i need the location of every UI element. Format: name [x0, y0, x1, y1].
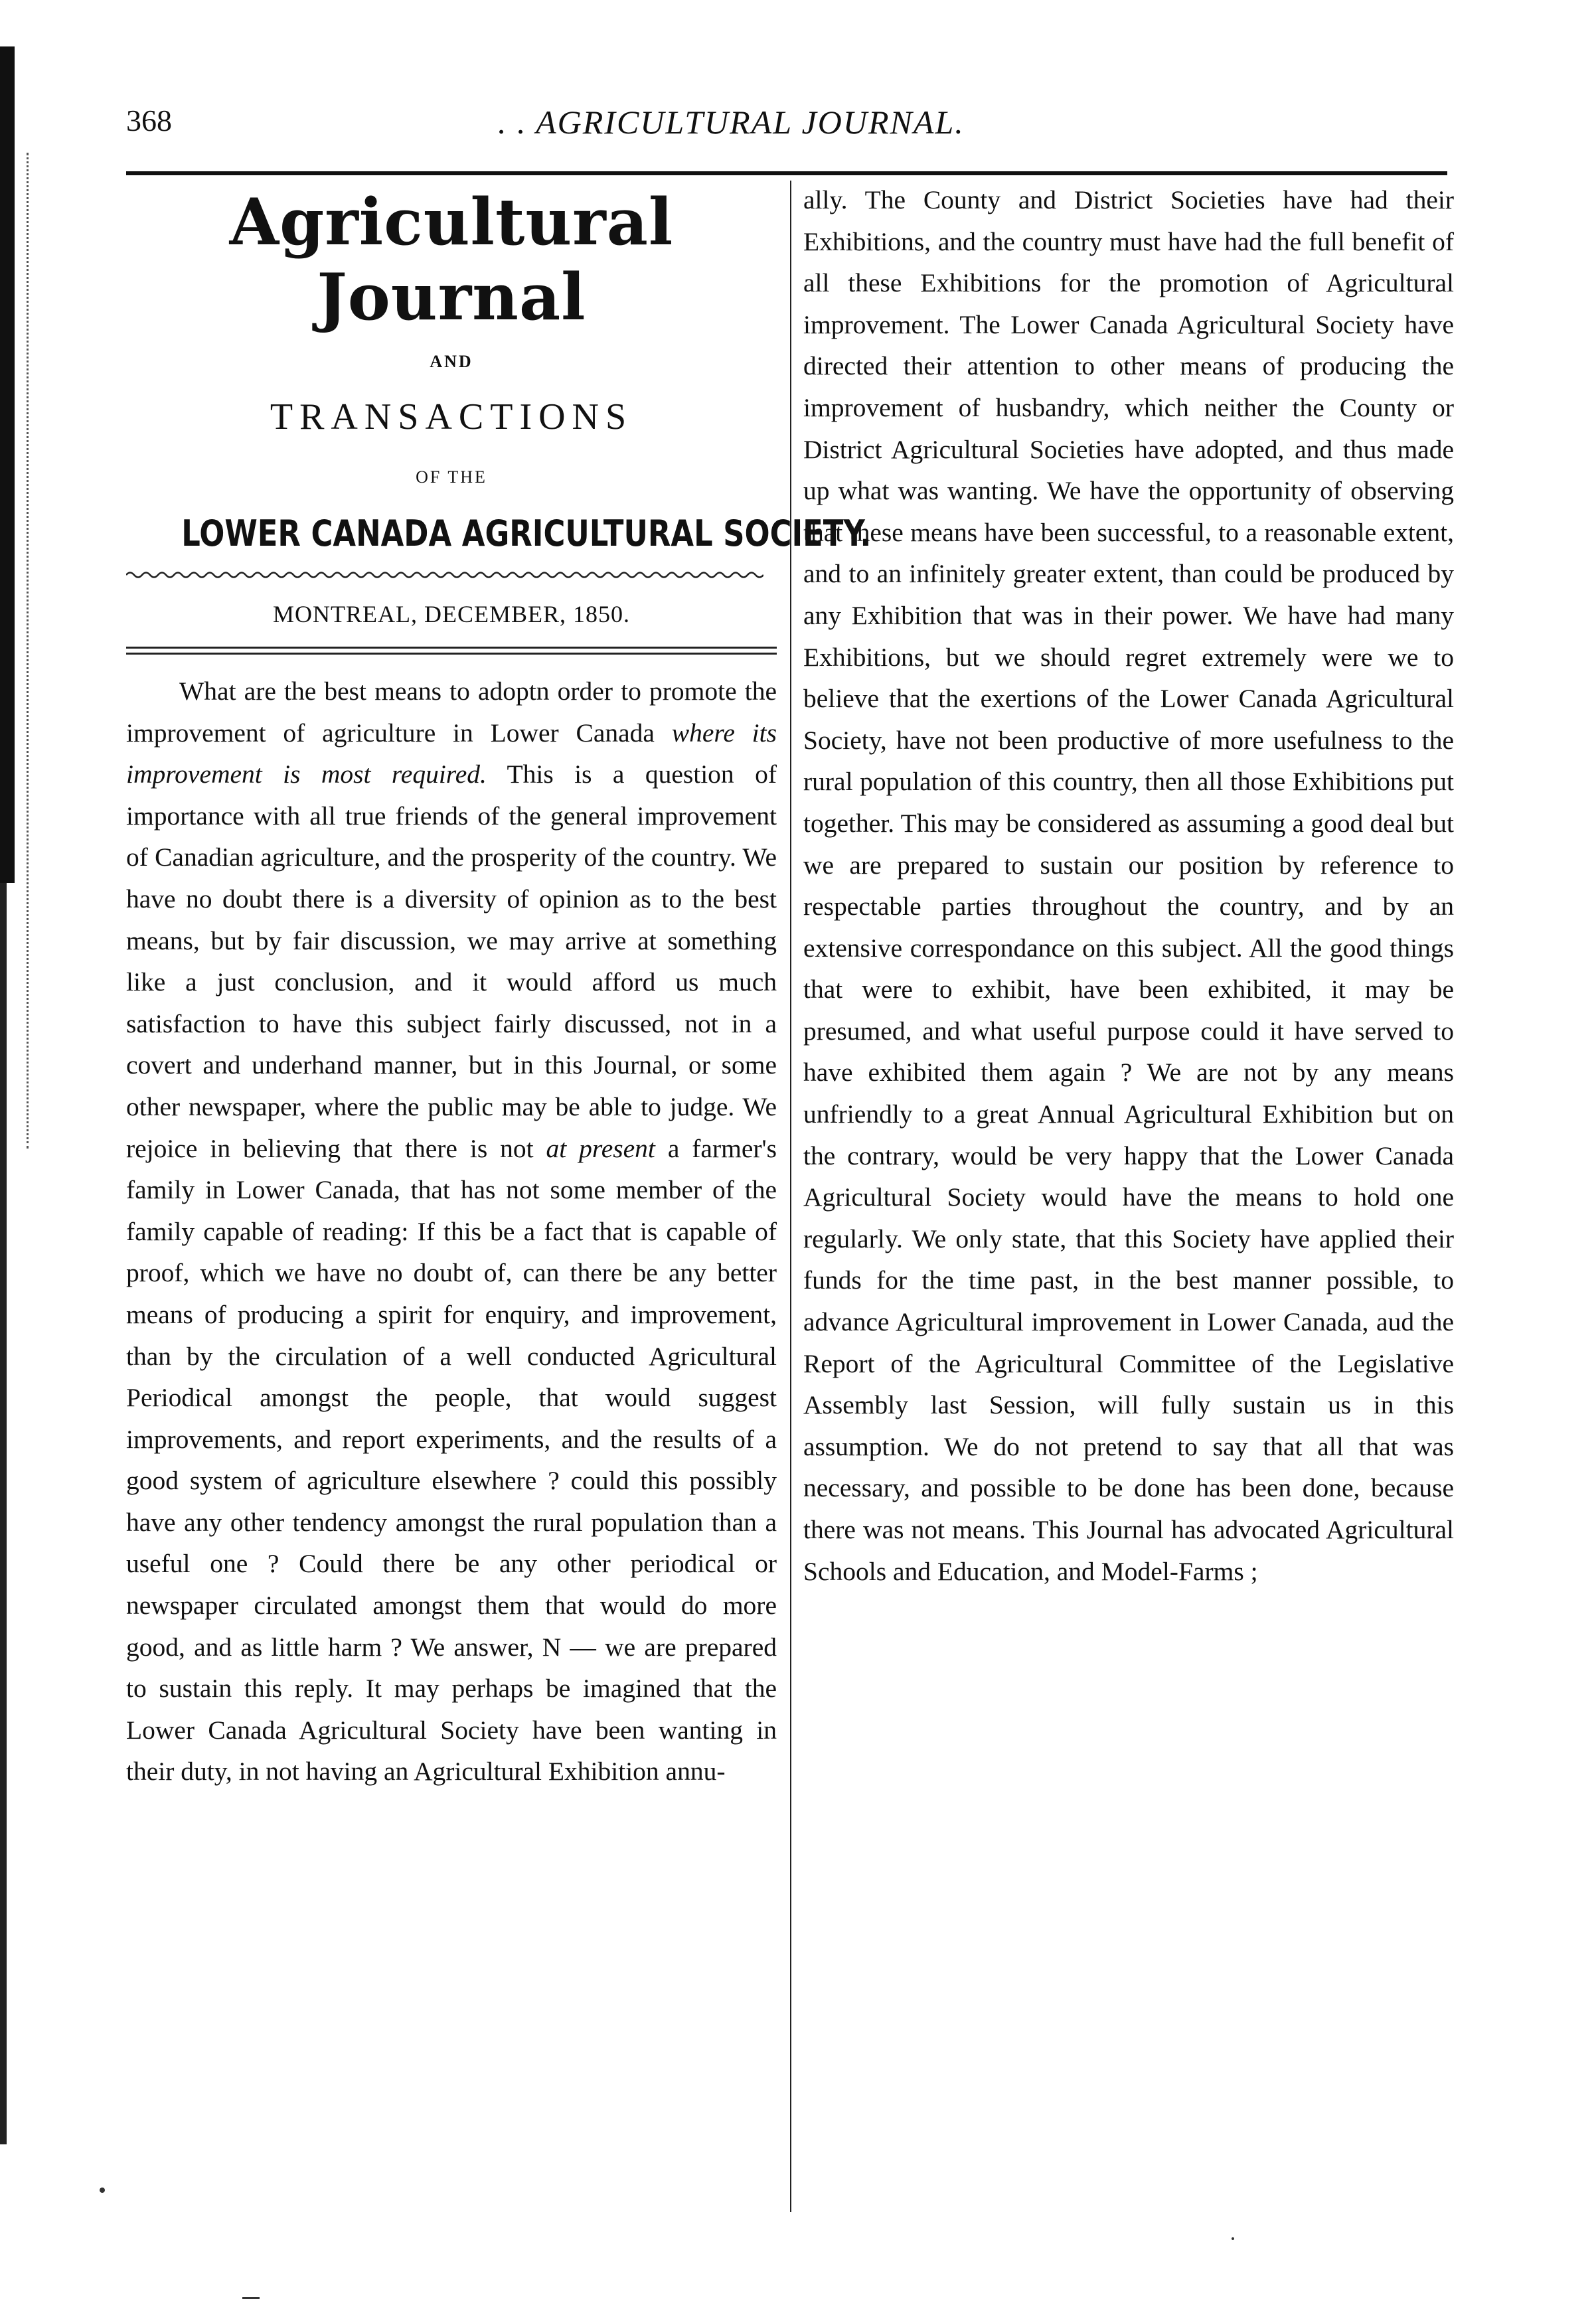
header-rule	[126, 171, 1447, 175]
masthead-society: LOWER CANADA AGRICULTURAL SOCIETY.	[181, 513, 872, 554]
page-header	[126, 103, 1447, 149]
text-run: What are the best means to adoptn order to promote the improvement of agriculture in Lower Canada	[126, 677, 777, 748]
wavy-rule	[126, 570, 763, 580]
article-paragraph-right: ally. The County and District Societies have had their Exhibitions, and the country must have had the full benefit of all these Exhibitions for the promotion of Agricultural improvement. The Lower Canada Agricultural Society have directed their attention to other means of producing the improvement of husbandry, which neither the County or District Agricultural Societies have adopted, and thus made up what was wanting. We have the opportunity of observing that these means have been successful, to a reasonable extent, and to an infinitely greater extent, than could be produced by any Exhibition that was in their power. We have had many Exhibitions, but we should regret extremely were we to believe that the exertions of the Lower Canada Agricultural Society, have not been productive of more usefulness to the rural population of this country, then all those Exhibitions put together. This may be considered as assuming a good deal but we are prepared to sustain our position by reference to respectable parties throughout the country, and by an extensive correspondance on this subject. All the good things that were to exhibit, have been exhibited, it may be presumed, and what useful purpose could it have served to have exhibited them again ? We are not by any means unfriendly to a great Annual Agricultural Exhibition but on the contrary, would be very happy that the Lower Canada Agricultural Society would have the means to hold one regularly. We only state, that this Society have applied their funds for the time past, in the best manner possible, to advance Agricultural improvement in Lower Canada, aud the Report of the Agricultural Committee of the Legislative Assembly last Session, will fully sustain us in this assumption. We do not pretend to say that all that was necessary, and possible to be done has been done, because there was not means. This Journal has advocated Agricultural Schools and Education, and Model-Farms ;	[803, 185, 1454, 1586]
column-divider	[790, 181, 791, 2212]
scan-speck	[242, 2297, 260, 2299]
double-rule	[126, 647, 777, 655]
masthead-and: AND	[430, 352, 473, 371]
scan-speck	[100, 2188, 105, 2193]
scan-edge-shadow	[0, 46, 15, 883]
emphasis-text: where its improvement is most required.	[126, 718, 777, 789]
text-run: a farmer's family in Lower Canada, that has not some member of the family capable of reading: If this be a fact that is capable of proof, which we have no doubt of, can there be any better means of producing a spirit for enquiry, and improvement, than by the circulation of a well conducted Agricultural Periodical amongst the people, that would suggest improvements, and report experiments, and the results of a good system of agriculture elsewhere ? could this possibly have any other tendency amongst the rural population than a useful one ? Could there be any other periodical or newspaper circulated amongst them that would do more good, and as little harm ? We answer, N — we are prepared to sustain this reply. It may perhaps be imagined that the Lower Canada Agricultural Society have been wanting in their duty, in not having an Agricultural Exhibition annu-	[126, 1133, 777, 1787]
masthead-title: Agricultural Journal	[229, 185, 674, 335]
left-column	[126, 179, 872, 1793]
running-title: . . AGRICULTURAL JOURNAL.	[498, 104, 965, 141]
page-number: 368	[126, 104, 172, 137]
scan-speck	[1232, 2237, 1234, 2240]
article-paragraph-left	[126, 671, 777, 1793]
emphasis-text: at present	[546, 1133, 655, 1163]
margin-dots	[27, 153, 29, 1149]
dateline: MONTREAL, DECEMBER, 1850.	[273, 601, 630, 627]
masthead-transactions: TRANSACTIONS	[270, 396, 633, 438]
text-run: This is a question of importance with all true friends of the general improvement of Canadian agriculture, and the prosperity of the country. We have no doubt there is a diversity of opinion as to the best means, but by fair discussion, we may arrive at something like a just conclusion, and it would afford us much satisfaction to have this subject fairly discussed, not in a covert and underhand manner, but in this Journal, or some other newspaper, where the public may be able to judge. We rejoice in believing that there is not	[126, 759, 777, 1163]
masthead-of-the: OF THE	[416, 467, 487, 487]
right-column	[803, 179, 1454, 1592]
scan-edge-shadow-lower	[0, 883, 7, 2144]
